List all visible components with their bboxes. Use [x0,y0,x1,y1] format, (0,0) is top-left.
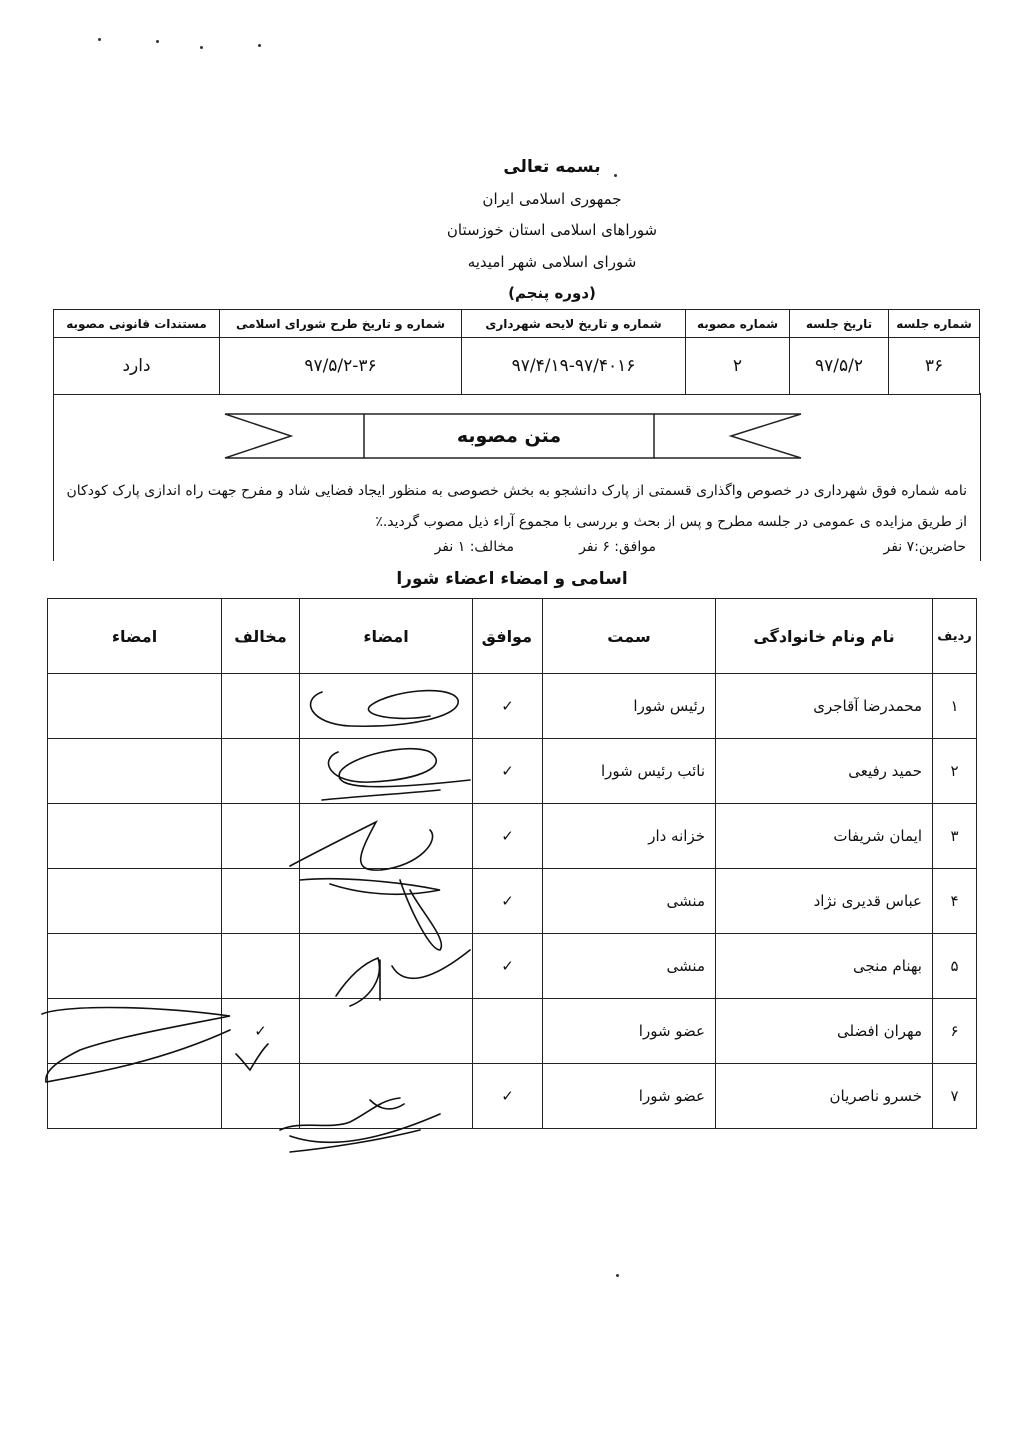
agree-signature-cell [300,934,473,999]
header-line-1: جمهوری اسلامی ایران [482,190,622,208]
member-index: ۲ [933,739,977,804]
oppose-check [222,804,300,869]
municipal-bill-value: ۹۷/۴/۱۹-۹۷/۴۰۱۶ [462,338,686,395]
scan-speck [614,174,617,177]
session-date-header: تاریخ جلسه [790,310,889,338]
oppose-check [222,934,300,999]
member-role: عضو شورا [543,999,716,1064]
agree-check [473,999,543,1064]
agree-signature-cell [300,674,473,739]
agree-signature-cell [300,739,473,804]
council-period: (دوره پنجم) [508,284,596,302]
member-row [48,934,977,999]
oppose-signature-cell [48,869,222,934]
session-info-table [53,309,980,395]
scan-speck [200,46,203,49]
member-index: ۷ [933,1064,977,1129]
session-info-header-row [54,310,980,338]
members-header-row [48,599,977,674]
members-table [47,598,977,1129]
agree-check: ✓ [473,804,543,869]
header-line-3: شورای اسلامی شهر امیدیه [467,253,637,271]
session-info-value-row [54,338,980,395]
member-row [48,674,977,739]
agree-check: ✓ [473,739,543,804]
member-row [48,739,977,804]
legal-documents-value: دارد [54,338,220,395]
member-index: ۳ [933,804,977,869]
oppose-signature-cell [48,1064,222,1129]
agree-check: ✓ [473,869,543,934]
agree-check: ✓ [473,1064,543,1129]
oppose-signature-header: امضاء [48,599,222,674]
resolution-number-header: شماره مصوبه [686,310,790,338]
oppose-signature-cell [48,999,222,1064]
oppose-signature-cell [48,804,222,869]
members-title: اسامی و امضاء اعضاء شورا [396,569,628,589]
agree-signature-cell [300,804,473,869]
member-row [48,1064,977,1129]
agree-signature-cell [300,999,473,1064]
present-count: حاضرین:۷ نفر [883,539,966,555]
member-role: خزانه دار [543,804,716,869]
resolution-body: نامه شماره فوق شهرداری در خصوص واگذاری قسمتی از پارک دانشجو به بخش خصوصی به منظور ایجاد فضایی شاد و مفرح جهت راه اندازی پارک کودکان از طریق مزایده ی عمومی در جلسه مطرح و پس از بحث و بررسی با مجموع آراء ذیل مصوب گردید.٪ [66,483,967,530]
header-line-2: شوراهای اسلامی استان خوزستان [446,221,658,239]
member-name: خسرو ناصریان [716,1064,933,1129]
resolution-heading: متن مصوبه [456,425,562,447]
member-name: بهنام منجی [716,934,933,999]
resolution-number-value: ۲ [686,338,790,395]
oppose-check: ✓ [222,999,300,1064]
agree-header: موافق [473,599,543,674]
role-header: سمت [543,599,716,674]
agree-signature-header: امضاء [300,599,473,674]
municipal-bill-header: شماره و تاریخ لایحه شهرداری [462,310,686,338]
scan-speck [98,38,101,41]
oppose-signature-cell [48,674,222,739]
page-title: بسمه تعالی [503,157,601,177]
member-row [48,869,977,934]
member-role: منشی [543,934,716,999]
member-index: ۱ [933,674,977,739]
scan-speck [616,1274,619,1277]
member-row [48,999,977,1064]
oppose-check [222,1064,300,1129]
member-role: منشی [543,869,716,934]
oppose-signature-cell [48,934,222,999]
legal-documents-header: مستندات قانونی مصوبه [54,310,220,338]
session-date-value: ۹۷/۵/۲ [790,338,889,395]
member-role: نائب رئیس شورا [543,739,716,804]
oppose-check [222,739,300,804]
agree-signature-cell [300,1064,473,1129]
agree-check: ✓ [473,934,543,999]
member-name: ایمان شریفات [716,804,933,869]
member-row [48,804,977,869]
council-plan-value: ۹۷/۵/۲-۳۶ [220,338,462,395]
agree-signature-cell [300,869,473,934]
session-number-header: شماره جلسه [889,310,980,338]
oppose-count: مخالف: ۱ نفر [434,539,514,555]
session-number-value: ۳۶ [889,338,980,395]
member-index: ۵ [933,934,977,999]
member-name: مهران افضلی [716,999,933,1064]
scan-speck [258,44,261,47]
oppose-header: مخالف [222,599,300,674]
oppose-check [222,674,300,739]
member-name: حمید رفیعی [716,739,933,804]
agree-check: ✓ [473,674,543,739]
scan-speck [156,40,159,43]
name-header: نام ونام خانوادگی [716,599,933,674]
oppose-signature-cell [48,739,222,804]
council-plan-header: شماره و تاریخ طرح شورای اسلامی [220,310,462,338]
member-role: رئیس شورا [543,674,716,739]
member-index: ۶ [933,999,977,1064]
member-name: محمدرضا آقاجری [716,674,933,739]
row-number-header: ردیف [933,599,977,674]
member-index: ۴ [933,869,977,934]
member-name: عباس قدیری نژاد [716,869,933,934]
oppose-check [222,869,300,934]
member-role: عضو شورا [543,1064,716,1129]
agree-count: موافق: ۶ نفر [579,539,656,555]
